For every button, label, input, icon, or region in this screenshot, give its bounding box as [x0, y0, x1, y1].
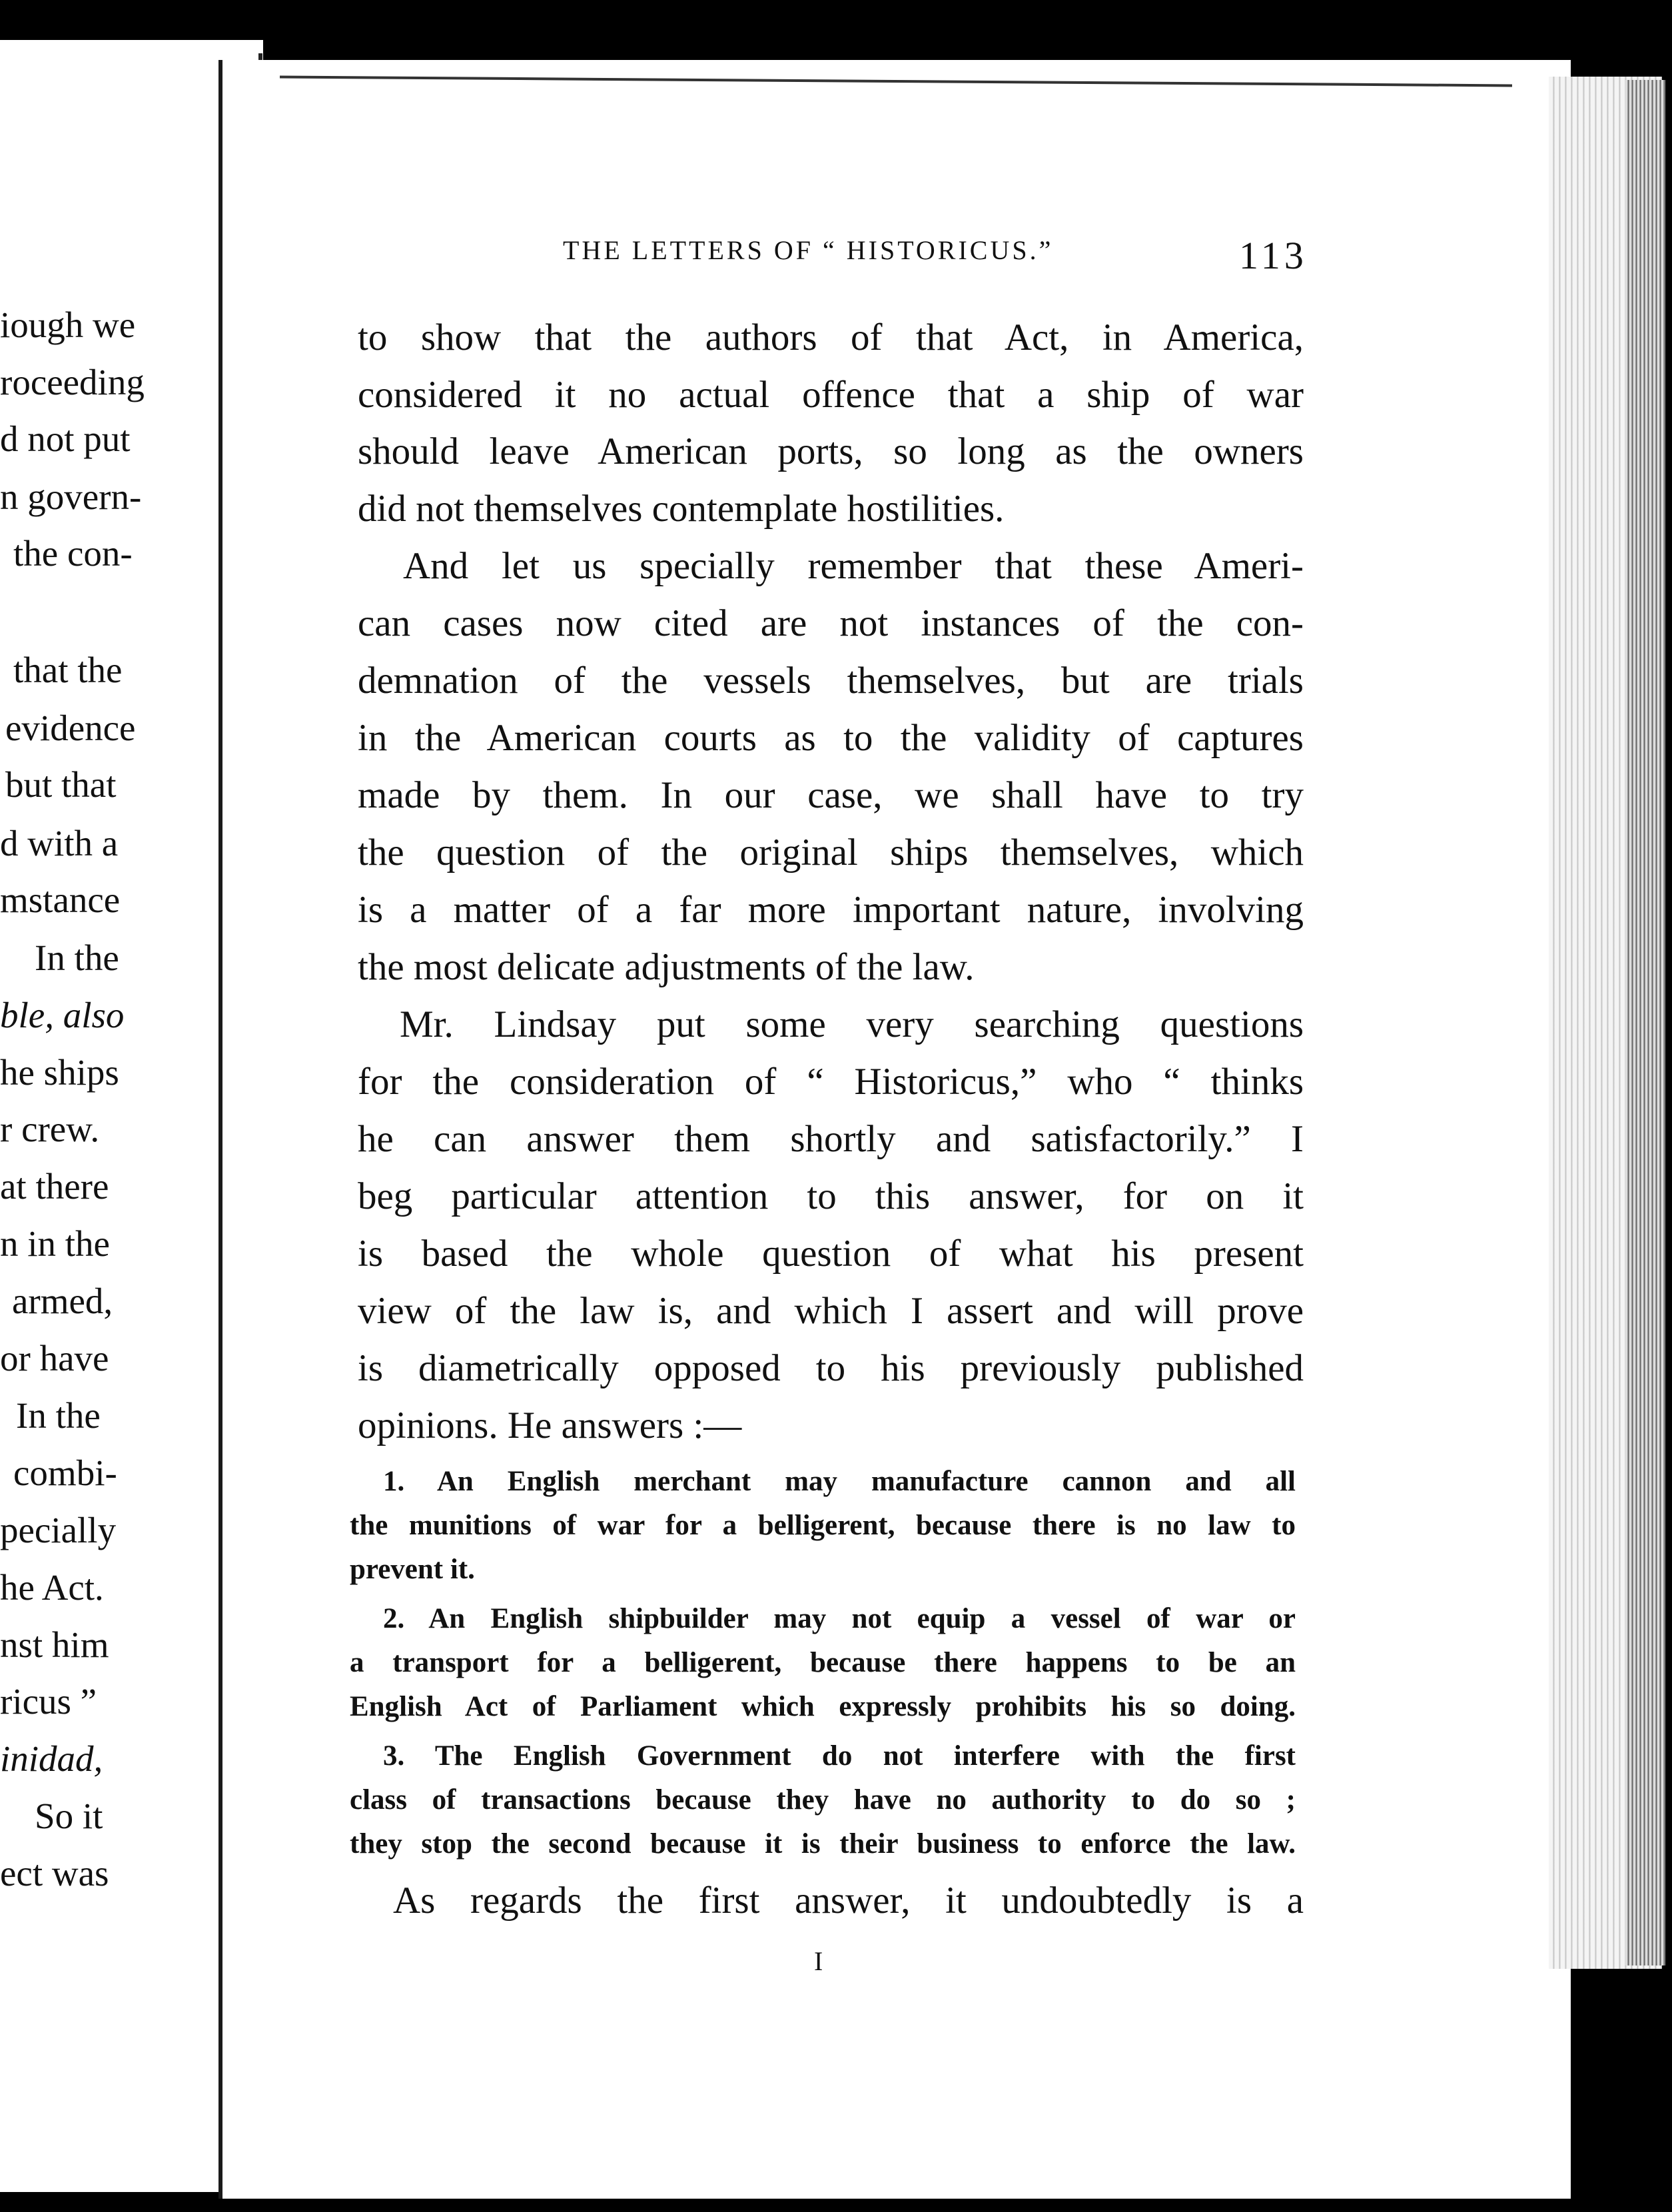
body-line: in the American courts as to the validity of captures	[358, 717, 1304, 759]
answer-line: 2. An English shipbuilder may not equip a vessel of war or	[383, 1603, 1296, 1634]
left-page-line: d with a	[0, 823, 119, 863]
body-line: he can answer them shortly and satisfactorily.” I	[358, 1118, 1304, 1160]
left-page-line: he Act.	[0, 1567, 104, 1608]
body-line: is a matter of a far more important nature, involving	[358, 889, 1304, 931]
answer-line: they stop the second because it is their business to enforce the law.	[350, 1828, 1296, 1860]
answer-line: English Act of Parliament which expressly prohibits his so doing.	[350, 1691, 1296, 1722]
left-page-line: ble, also	[0, 995, 125, 1035]
left-page-line: at there	[0, 1166, 109, 1207]
left-page-line: ect was	[0, 1853, 109, 1894]
left-page-line: So it	[35, 1796, 103, 1836]
left-page-line: inidad,	[0, 1738, 103, 1779]
page-number: 113	[1239, 234, 1308, 277]
answer-line: the munitions of war for a belligerent, because there is no law to	[350, 1510, 1296, 1541]
left-page-line: combi-	[13, 1452, 117, 1493]
answer-line: 1. An English merchant may manufacture cannon and all	[383, 1466, 1296, 1497]
left-page-line: In the	[35, 937, 119, 978]
left-page-line: ricus ”	[0, 1681, 97, 1722]
body-line: view of the law is, and which I assert and will prove	[358, 1290, 1304, 1332]
body-line: demnation of the vessels themselves, but are trials	[358, 660, 1304, 702]
running-header: THE LETTERS OF “ HISTORICUS.”	[563, 235, 1054, 265]
answer-line: a transport for a belligerent, because there happens to be an	[350, 1647, 1296, 1678]
page-edges-shadow	[1625, 80, 1665, 1965]
body-line: Mr. Lindsay put some very searching questions	[400, 1003, 1304, 1045]
answer-line: 3. The English Government do not interfere with the first	[383, 1740, 1296, 1772]
left-page-line: roceeding	[0, 362, 145, 402]
body-line: should leave American ports, so long as the owners	[358, 430, 1304, 472]
body-line: the most delicate adjustments of the law.	[358, 946, 975, 988]
body-line: As regards the first answer, it undoubtedly is a	[393, 1880, 1304, 1922]
signature-mark: I	[814, 1946, 823, 1976]
body-line: considered it no actual offence that a ship of war	[358, 374, 1304, 416]
body-line: the question of the original ships themselves, which	[358, 831, 1304, 873]
left-page-line: iough we	[0, 304, 136, 345]
body-line: can cases now cited are not instances of the con-	[358, 602, 1304, 644]
left-page-line: n govern-	[0, 476, 142, 517]
left-page-line: or have	[0, 1338, 109, 1379]
left-page-line: In the	[16, 1395, 101, 1436]
left-page-line: n in the	[0, 1223, 110, 1264]
body-line: did not themselves contemplate hostilities.	[358, 488, 1005, 530]
left-page-line: pecially	[0, 1510, 117, 1550]
body-line: is diametrically opposed to his previously published	[358, 1347, 1304, 1389]
left-page-line: r crew.	[0, 1109, 100, 1149]
left-page-line: he ships	[0, 1052, 119, 1093]
body-line: for the consideration of “ Historicus,” who “ thinks	[358, 1061, 1304, 1103]
body-line: opinions. He answers :—	[358, 1404, 742, 1446]
left-page-line: but that	[5, 764, 117, 805]
body-line: is based the whole question of what his present	[358, 1233, 1304, 1275]
answer-line: prevent it.	[350, 1554, 475, 1585]
left-page-line: armed,	[12, 1281, 113, 1321]
left-page-line: the con-	[13, 533, 133, 574]
left-page-line: nst him	[0, 1624, 109, 1665]
left-page-line: evidence	[5, 708, 136, 748]
body-line: made by them. In our case, we shall have to try	[358, 774, 1304, 816]
left-page-line: d not put	[0, 418, 131, 459]
body-line: to show that the authors of that Act, in America,	[358, 316, 1304, 358]
body-line: And let us specially remember that these Ameri-	[403, 545, 1304, 587]
body-line: beg particular attention to this answer, for on it	[358, 1175, 1304, 1217]
left-page-line: that the	[13, 650, 123, 690]
left-page-line: mstance	[0, 879, 121, 920]
answer-line: class of transactions because they have no authority to do so ;	[350, 1784, 1296, 1816]
